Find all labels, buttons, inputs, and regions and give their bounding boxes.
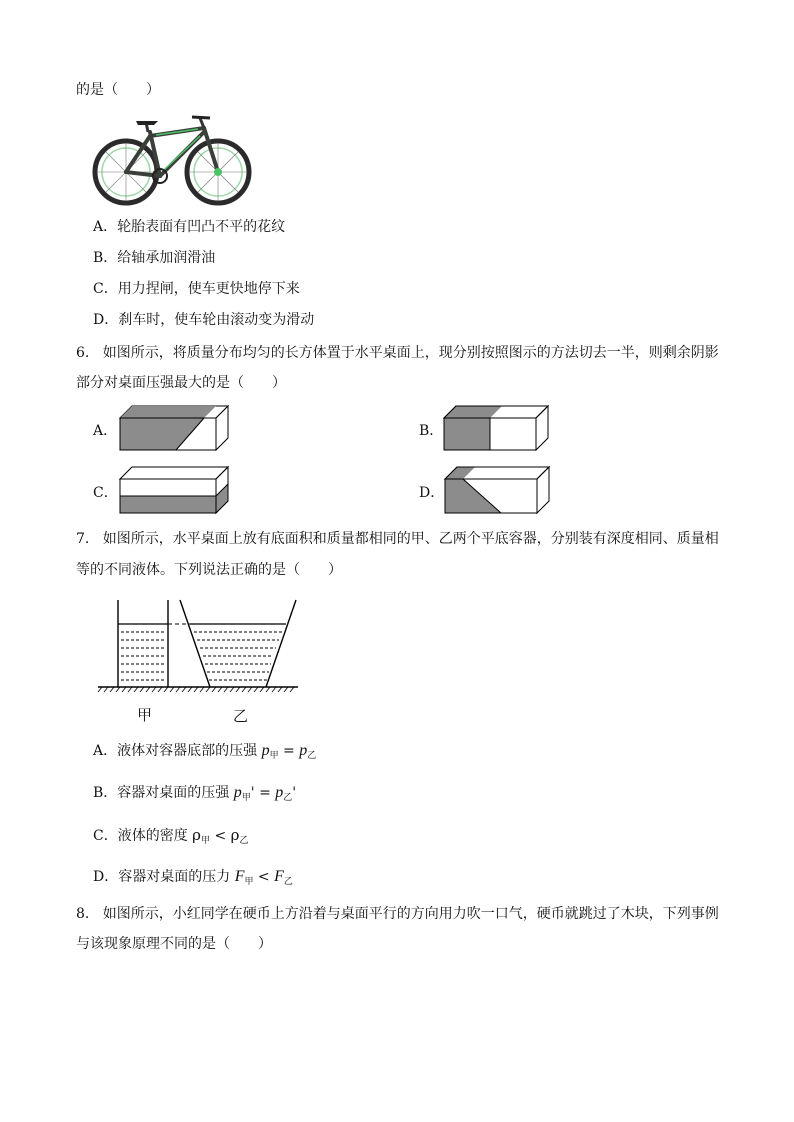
q5-option-c-text: 用力捏闸，使车更快地停下来 (117, 281, 300, 297)
q7-option-b-op: ' = (250, 785, 276, 801)
q6-figure-b (442, 404, 554, 452)
q7-option-b-sub1: 甲 (241, 793, 251, 803)
q5-option-a[interactable] (93, 217, 285, 237)
q6-stem-line1 (76, 343, 719, 363)
q7-option-a-text: 液体对容器底部的压强 (117, 743, 258, 759)
q7-option-a-var2: p (299, 742, 308, 759)
q7-stem-line1 (76, 529, 719, 549)
q8-text-line1: 如图所示，小红同学在硬币上方沿着与桌面平行的方向用力吹一口气，硬币就跳过了木块，下列事例 (102, 906, 719, 922)
q7-option-a[interactable] (93, 741, 316, 766)
q6-label-b[interactable]: B． (419, 423, 444, 439)
q7-option-c-sub1: 甲 (201, 836, 211, 846)
q7-option-b-sub2: 乙 (283, 793, 293, 803)
q7-option-a-letter: A． (93, 743, 118, 759)
q6-label-d[interactable]: D． (419, 485, 445, 501)
q7-option-c[interactable] (93, 825, 249, 851)
q7-option-c-op: < (210, 828, 231, 844)
q5-option-b-letter: B． (93, 250, 118, 266)
q7-option-c-var2: ρ (230, 826, 240, 844)
q6-label-a[interactable]: A． (93, 423, 118, 439)
q7-text-line2: 等的不同液体。下列说法正确的是（ ） (76, 562, 342, 578)
q8-number: 8. (76, 906, 90, 922)
q7-option-d-op: < (253, 869, 275, 885)
q6-figure-a (118, 404, 230, 452)
q7-option-a-sub2: 乙 (307, 751, 317, 761)
q7-option-c-sub2: 乙 (239, 836, 249, 846)
q5-option-b[interactable] (93, 248, 215, 268)
q5-option-c-letter: C． (93, 281, 118, 297)
q5-option-c[interactable] (93, 279, 300, 299)
q7-option-c-var1: ρ (192, 826, 201, 844)
q5-option-d-text: 刹车时，使车轮由滚动变为滑动 (118, 312, 315, 328)
q8-text-line2: 与该现象原理不同的是（ ） (76, 936, 272, 952)
q7-option-d-sub2: 乙 (283, 877, 293, 887)
q5-option-d-letter: D． (93, 312, 119, 328)
q5-option-b-text: 给轴承加润滑油 (117, 250, 216, 266)
q5-stem-tail: 的是（ ） (76, 82, 160, 98)
q6-figure-d (443, 465, 555, 515)
q7-option-d-var2: F (274, 868, 284, 885)
q7-number: 7. (76, 531, 90, 547)
q5-option-a-text: 轮胎表面有凹凸不平的花纹 (117, 219, 286, 235)
q7-text-line1: 如图所示，水平桌面上放有底面积和质量都相同的甲、乙两个平底容器，分别装有深度相同、质量相 (102, 531, 719, 547)
q6-text-line1: 如图所示，将质量分布均匀的长方体置于水平桌面上，现分别按照图示的方法切去一半，则剩余阴影 (102, 345, 719, 361)
q7-option-a-op: = (278, 743, 300, 759)
q7-option-b-var1: p (233, 784, 242, 801)
q7-option-b-end: ' (292, 785, 297, 801)
q7-option-d-letter: D． (93, 869, 119, 885)
q7-option-a-var1: p (261, 742, 270, 759)
q7-option-c-letter: C． (93, 828, 118, 844)
bicycle-figure (92, 112, 252, 207)
q7-option-a-sub1: 甲 (269, 751, 279, 761)
q6-text-line2: 部分对桌面压强最大的是（ ） (76, 375, 286, 391)
q7-container-figure (96, 596, 300, 696)
q7-option-d-text: 容器对桌面的压力 (118, 869, 231, 885)
q7-option-d-sub1: 甲 (244, 877, 254, 887)
q7-option-d[interactable] (93, 867, 293, 892)
q5-option-a-letter: A． (93, 219, 118, 235)
q8-stem-line1 (76, 904, 719, 924)
q7-option-d-var1: F (234, 868, 245, 885)
q6-label-c[interactable]: C． (93, 485, 118, 501)
q7-label-yi: 乙 (233, 707, 249, 725)
q5-option-d[interactable] (93, 310, 314, 330)
q7-option-b-text: 容器对桌面的压强 (117, 785, 230, 801)
q7-label-jia: 甲 (137, 706, 153, 724)
q6-figure-c (118, 465, 230, 515)
q7-option-b[interactable] (93, 783, 296, 808)
q7-option-c-text: 液体的密度 (117, 828, 188, 844)
q6-number: 6. (76, 345, 90, 361)
q7-option-b-letter: B． (93, 785, 118, 801)
q7-option-b-var2: p (275, 784, 284, 801)
